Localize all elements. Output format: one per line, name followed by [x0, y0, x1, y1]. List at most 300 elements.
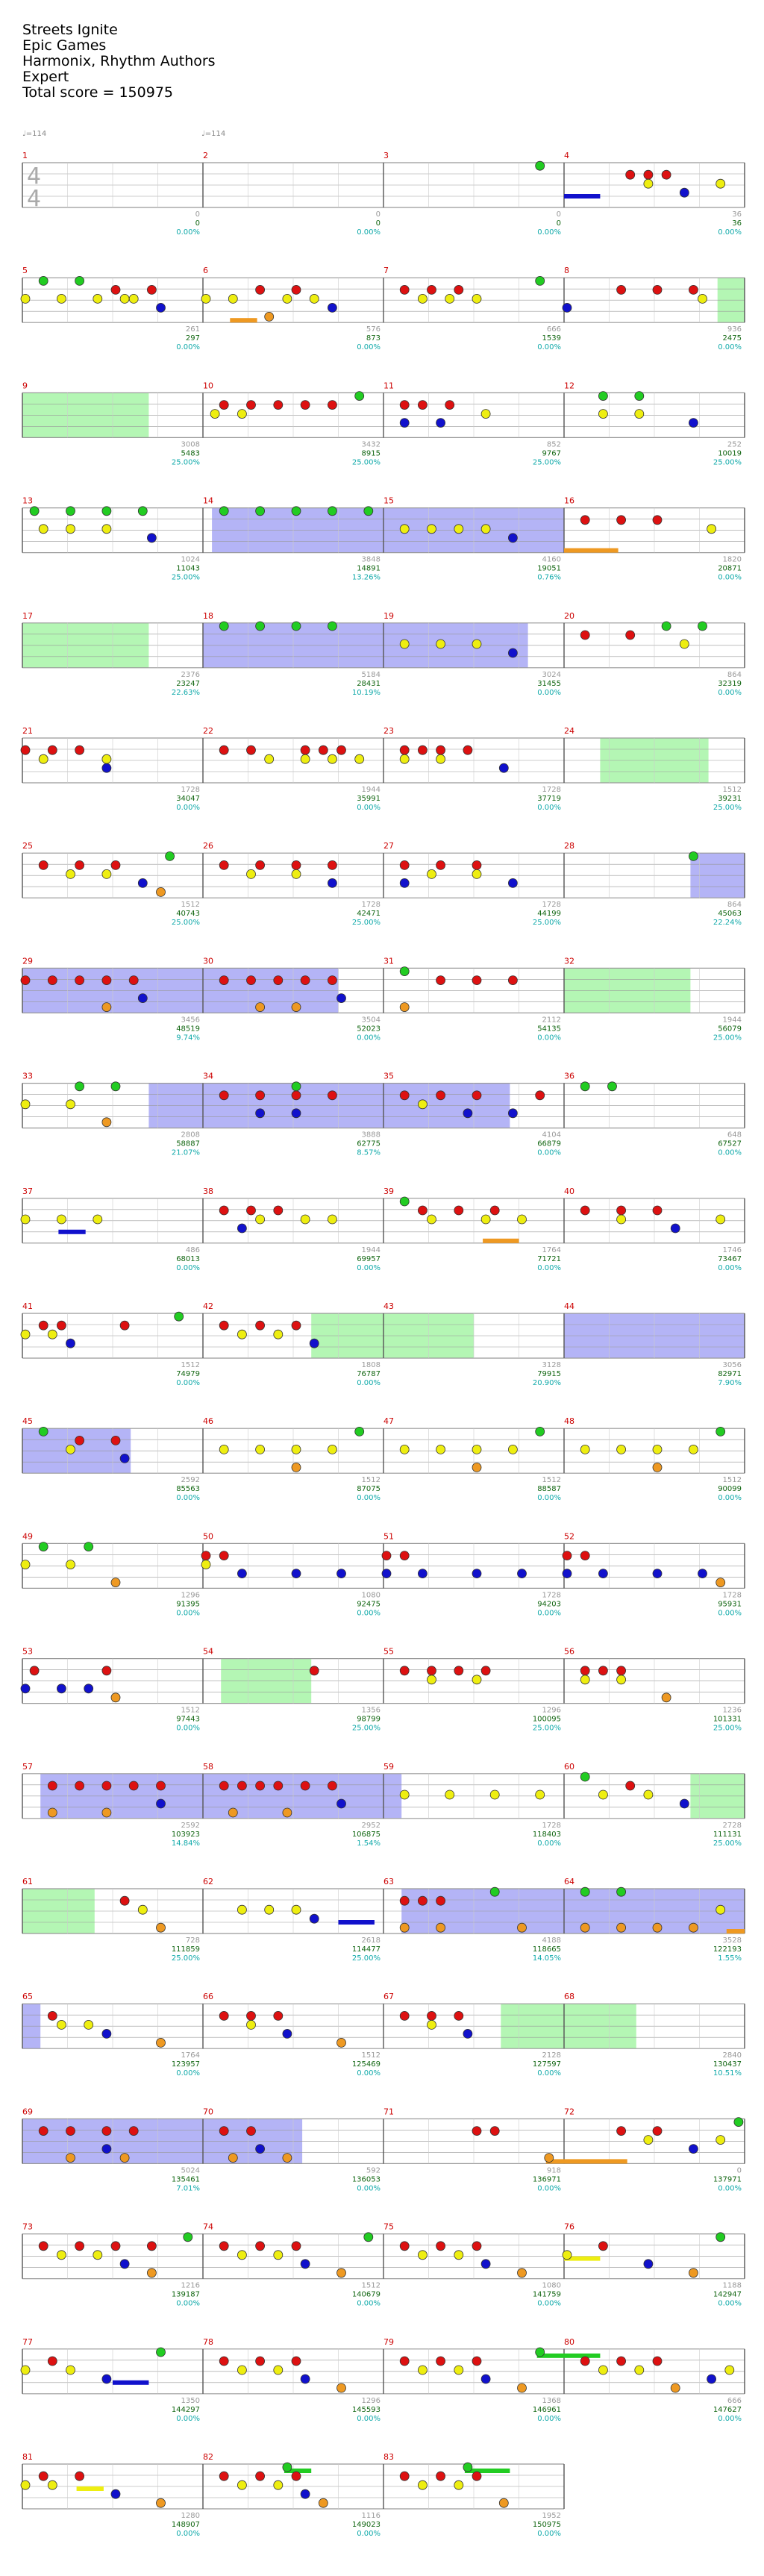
- sustain-blue: [58, 1230, 85, 1234]
- note-yellow: [102, 525, 111, 534]
- note-red: [436, 745, 445, 754]
- note-blue: [707, 2375, 716, 2383]
- sustain-blue: [564, 194, 600, 198]
- note-green: [166, 851, 175, 860]
- note-orange: [157, 2498, 166, 2507]
- measure-sp-percent: 0.00%: [718, 2184, 742, 2193]
- measure-number: 74: [203, 2222, 213, 2232]
- measure-base-score: 1080: [361, 1591, 381, 1600]
- note-yellow: [274, 1330, 283, 1339]
- measure-base-score: 2840: [722, 2051, 742, 2060]
- measure-cumulative-score: 39231: [718, 795, 742, 803]
- note-red: [319, 745, 328, 754]
- measure-number: 50: [203, 1531, 213, 1542]
- note-green: [580, 1887, 589, 1896]
- note-blue: [283, 2029, 292, 2038]
- measure-number: 21: [22, 726, 33, 736]
- measure-base-score: 1216: [181, 2281, 200, 2290]
- note-red: [626, 631, 635, 640]
- note-green: [400, 967, 409, 976]
- measure-base-score: 2376: [181, 670, 200, 679]
- note-red: [292, 2357, 301, 2366]
- note-green: [355, 392, 364, 401]
- note-red: [481, 1666, 490, 1675]
- measure-cumulative-score: 36: [732, 219, 742, 228]
- note-orange: [499, 2498, 508, 2507]
- note-red: [653, 285, 662, 294]
- note-blue: [310, 1914, 319, 1923]
- measure-sp-percent: 0.00%: [718, 1148, 742, 1157]
- note-red: [400, 1091, 409, 1100]
- measure-base-score: 0: [375, 210, 381, 219]
- note-blue: [680, 1799, 689, 1808]
- note-yellow: [454, 525, 463, 534]
- note-red: [400, 285, 409, 294]
- note-orange: [662, 1693, 671, 1702]
- measure-base-score: 2618: [361, 1936, 381, 1945]
- measure-cumulative-score: 42471: [357, 910, 381, 919]
- measure-base-score: 36: [732, 210, 742, 219]
- note-yellow: [400, 754, 409, 763]
- note-blue: [472, 1569, 481, 1578]
- note-red: [445, 401, 454, 410]
- note-red: [617, 1206, 626, 1215]
- note-yellow: [418, 2480, 427, 2489]
- measure-number: 44: [564, 1301, 574, 1311]
- note-yellow: [210, 410, 219, 419]
- measure-number: 73: [22, 2222, 33, 2232]
- note-orange: [102, 1808, 111, 1817]
- measure-cumulative-score: 142947: [713, 2290, 742, 2299]
- measure-number: 22: [203, 726, 213, 736]
- measure-sp-percent: 0.00%: [537, 2414, 561, 2423]
- note-blue: [21, 1684, 30, 1693]
- measure-number: 75: [383, 2222, 394, 2232]
- note-red: [472, 976, 481, 985]
- note-red: [292, 860, 301, 869]
- measure-cumulative-score: 127597: [532, 2060, 561, 2069]
- measure-cumulative-score: 32319: [718, 679, 742, 688]
- note-red: [400, 401, 409, 410]
- note-red: [247, 976, 256, 985]
- note-green: [102, 507, 111, 516]
- measure-number: 58: [203, 1761, 213, 1772]
- note-green: [716, 1427, 725, 1436]
- note-red: [39, 2242, 48, 2251]
- note-yellow: [265, 1905, 274, 1914]
- sustain-orange: [727, 1929, 745, 1933]
- measure-sp-percent: 25.00%: [713, 804, 742, 812]
- measure-number: 51: [383, 1531, 394, 1542]
- note-orange: [147, 2269, 156, 2278]
- measure-sp-percent: 25.00%: [351, 919, 381, 928]
- note-yellow: [84, 2020, 93, 2029]
- note-yellow: [472, 294, 481, 303]
- note-yellow: [247, 2020, 256, 2029]
- note-blue: [337, 1569, 346, 1578]
- note-blue: [463, 2029, 472, 2038]
- note-blue: [301, 2260, 310, 2269]
- measure-sp-percent: 7.90%: [718, 1379, 742, 1387]
- note-red: [111, 1436, 120, 1445]
- note-yellow: [716, 1215, 725, 1224]
- note-yellow: [21, 2480, 30, 2489]
- note-yellow: [256, 1445, 265, 1454]
- note-yellow: [66, 869, 75, 878]
- song-artist: Epic Games: [22, 37, 107, 54]
- note-blue: [111, 2489, 120, 2498]
- note-red: [274, 976, 283, 985]
- note-red: [301, 401, 310, 410]
- note-blue: [436, 419, 445, 428]
- note-green: [608, 1082, 617, 1091]
- measure-sp-percent: 0.00%: [357, 343, 381, 352]
- measure-sp-percent: 1.55%: [718, 1954, 742, 1963]
- note-red: [598, 2242, 607, 2251]
- note-yellow: [66, 1445, 75, 1454]
- note-orange: [157, 2038, 166, 2047]
- measure-sp-percent: 0.00%: [537, 343, 561, 352]
- note-orange: [337, 2383, 346, 2392]
- measure-cumulative-score: 101331: [713, 1715, 742, 1724]
- measure-number: 34: [203, 1071, 213, 1081]
- note-red: [21, 745, 30, 754]
- note-yellow: [256, 1215, 265, 1224]
- note-red: [472, 2242, 481, 2251]
- measure-number: 61: [22, 1877, 33, 1886]
- measure-number: 83: [383, 2452, 394, 2462]
- note-orange: [66, 2154, 75, 2163]
- note-red: [66, 2127, 75, 2136]
- note-red: [129, 1781, 138, 1790]
- measure-cumulative-score: 11043: [176, 564, 200, 573]
- note-red: [120, 1896, 129, 1905]
- song-title: Streets Ignite: [22, 22, 118, 38]
- note-blue: [518, 1569, 527, 1578]
- note-orange: [689, 2269, 698, 2278]
- note-yellow: [445, 1790, 454, 1799]
- note-yellow: [725, 2366, 734, 2375]
- measure-base-score: 1296: [542, 1706, 561, 1715]
- measure-sp-percent: 1.54%: [357, 1839, 381, 1848]
- note-red: [454, 285, 463, 294]
- measure-sp-percent: 0.00%: [176, 228, 200, 237]
- note-red: [256, 1781, 265, 1790]
- measure-cumulative-score: 118665: [532, 1945, 561, 1954]
- measure-cumulative-score: 76787: [357, 1370, 381, 1378]
- note-yellow: [644, 179, 653, 188]
- note-yellow: [536, 1790, 545, 1799]
- measure-number: 18: [203, 610, 213, 621]
- measure-base-score: 486: [185, 1245, 200, 1254]
- measure-cumulative-score: 139187: [171, 2290, 200, 2299]
- note-red: [472, 860, 481, 869]
- note-red: [292, 2472, 301, 2480]
- note-red: [256, 285, 265, 294]
- note-blue: [400, 419, 409, 428]
- measure-cumulative-score: 97443: [176, 1715, 200, 1724]
- measure-sp-percent: 25.00%: [171, 458, 200, 467]
- note-yellow: [698, 294, 707, 303]
- note-red: [219, 2472, 228, 2480]
- note-yellow: [57, 1215, 66, 1224]
- note-orange: [283, 2154, 292, 2163]
- sustain-orange: [483, 1239, 519, 1243]
- note-green: [536, 1427, 545, 1436]
- measure-number: 81: [22, 2452, 33, 2462]
- note-red: [418, 1206, 427, 1215]
- note-red: [400, 860, 409, 869]
- note-orange: [48, 1808, 57, 1817]
- measure-sp-percent: 0.00%: [176, 2414, 200, 2423]
- note-green: [580, 1082, 589, 1091]
- measure-cumulative-score: 69957: [357, 1254, 381, 1263]
- note-yellow: [635, 2366, 644, 2375]
- note-orange: [228, 1808, 237, 1817]
- sustain-blue: [113, 2380, 148, 2385]
- measure-base-score: 3024: [542, 670, 561, 679]
- measure-cumulative-score: 62775: [357, 1139, 381, 1148]
- note-yellow: [436, 1445, 445, 1454]
- note-orange: [689, 1923, 698, 1932]
- note-green: [662, 622, 671, 631]
- note-red: [653, 2357, 662, 2366]
- note-yellow: [129, 294, 138, 303]
- note-red: [57, 1321, 66, 1330]
- note-yellow: [617, 1215, 626, 1224]
- note-yellow: [445, 294, 454, 303]
- measure-number: 65: [22, 1992, 33, 2002]
- measure-base-score: 3888: [361, 1131, 381, 1139]
- note-red: [580, 1666, 589, 1675]
- measure-sp-percent: 0.00%: [176, 1609, 200, 1618]
- measure-cumulative-score: 98799: [357, 1715, 381, 1724]
- measure-base-score: 936: [727, 325, 742, 334]
- measure-number: 47: [383, 1416, 394, 1427]
- note-green: [536, 2348, 545, 2357]
- note-red: [102, 1666, 111, 1675]
- note-yellow: [716, 179, 725, 188]
- time-signature-numerator: 4: [27, 163, 42, 190]
- note-yellow: [201, 294, 210, 303]
- measure-base-score: 1728: [542, 1821, 561, 1830]
- note-blue: [292, 1109, 301, 1118]
- measure-number: 31: [383, 956, 394, 966]
- note-yellow: [428, 869, 436, 878]
- note-blue: [102, 2029, 111, 2038]
- note-yellow: [716, 2136, 725, 2145]
- measure-base-score: 1746: [722, 1245, 742, 1254]
- measure-number: 79: [383, 2336, 394, 2347]
- measure-base-score: 1728: [542, 786, 561, 794]
- note-blue: [499, 763, 508, 772]
- note-red: [310, 1666, 319, 1675]
- measure-cumulative-score: 87075: [357, 1485, 381, 1494]
- measure-sp-percent: 0.00%: [176, 804, 200, 812]
- measure-number: 78: [203, 2336, 213, 2347]
- note-yellow: [93, 1215, 102, 1224]
- measure-number: 15: [383, 495, 394, 506]
- note-red: [48, 2357, 57, 2366]
- note-red: [436, 976, 445, 985]
- note-red: [580, 2357, 589, 2366]
- note-red: [219, 2242, 228, 2251]
- note-red: [536, 1091, 545, 1100]
- measure-number: 9: [22, 381, 28, 391]
- measure-number: 68: [564, 1992, 574, 2002]
- note-blue: [138, 994, 147, 1003]
- measure-base-score: 1236: [722, 1706, 742, 1715]
- note-red: [454, 1666, 463, 1675]
- note-red: [617, 285, 626, 294]
- measure-number: 67: [383, 1992, 394, 2002]
- note-red: [201, 1551, 210, 1560]
- measure-base-score: 728: [185, 1936, 200, 1945]
- note-green: [175, 1312, 184, 1321]
- note-red: [75, 1436, 84, 1445]
- note-orange: [157, 1923, 166, 1932]
- note-yellow: [472, 640, 481, 648]
- measure-sp-percent: 0.00%: [718, 1609, 742, 1618]
- measure-base-score: 5184: [361, 670, 381, 679]
- note-yellow: [39, 525, 48, 534]
- note-red: [292, 2242, 301, 2251]
- note-red: [39, 860, 48, 869]
- note-red: [617, 1666, 626, 1675]
- note-red: [436, 1896, 445, 1905]
- tempo-marker: ♩=114: [22, 130, 47, 138]
- measure-cumulative-score: 79915: [537, 1370, 561, 1378]
- measure-sp-percent: 0.00%: [176, 1263, 200, 1272]
- measure-cumulative-score: 111131: [713, 1830, 742, 1839]
- measure-base-score: 1024: [181, 555, 200, 564]
- note-yellow: [644, 2136, 653, 2145]
- measure-base-score: 1944: [361, 1245, 381, 1254]
- measure-base-score: 3848: [361, 555, 381, 564]
- note-yellow: [436, 754, 445, 763]
- note-red: [111, 2242, 120, 2251]
- measure-sp-percent: 0.00%: [357, 804, 381, 812]
- note-red: [328, 976, 336, 985]
- note-yellow: [635, 410, 644, 419]
- note-red: [292, 285, 301, 294]
- note-yellow: [48, 1330, 57, 1339]
- note-red: [454, 2011, 463, 2020]
- note-red: [436, 2472, 445, 2480]
- note-yellow: [644, 1790, 653, 1799]
- measure-base-score: 1512: [361, 2281, 381, 2290]
- measure-cumulative-score: 5483: [181, 449, 200, 458]
- total-score: Total score = 150975: [22, 84, 173, 101]
- note-red: [157, 1781, 166, 1790]
- note-red: [219, 1206, 228, 1215]
- note-green: [536, 161, 545, 170]
- measure-sp-percent: 21.07%: [171, 1148, 200, 1157]
- measure-sp-percent: 25.00%: [171, 919, 200, 928]
- measure-cumulative-score: 85563: [176, 1485, 200, 1494]
- note-red: [120, 1321, 129, 1330]
- measure-cumulative-score: 34047: [176, 795, 200, 803]
- note-green: [283, 2463, 292, 2472]
- measure-cumulative-score: 0: [375, 219, 381, 228]
- note-blue: [680, 188, 689, 197]
- measure-base-score: 666: [546, 325, 561, 334]
- measure-cumulative-score: 0: [195, 219, 200, 228]
- note-blue: [463, 1109, 472, 1118]
- measure-number: 76: [564, 2222, 574, 2232]
- note-red: [328, 1091, 336, 1100]
- note-yellow: [274, 2251, 283, 2260]
- note-yellow: [328, 754, 336, 763]
- note-green: [138, 507, 147, 516]
- measure-sp-percent: 25.00%: [532, 919, 561, 928]
- note-red: [147, 285, 156, 294]
- note-yellow: [310, 294, 319, 303]
- measure-base-score: 3432: [361, 440, 381, 449]
- measure-sp-percent: 0.00%: [718, 2299, 742, 2308]
- note-orange: [102, 1003, 111, 1012]
- note-orange: [472, 1463, 481, 1472]
- note-blue: [328, 878, 336, 887]
- note-green: [256, 622, 265, 631]
- note-yellow: [400, 1445, 409, 1454]
- tempo-marker: ♩=114: [201, 130, 226, 138]
- measure-sp-percent: 0.00%: [357, 1263, 381, 1272]
- note-red: [256, 1091, 265, 1100]
- note-red: [129, 976, 138, 985]
- note-yellow: [400, 1790, 409, 1799]
- measure-base-score: 648: [727, 1131, 742, 1139]
- note-red: [48, 1781, 57, 1790]
- note-orange: [337, 2038, 346, 2047]
- measure-number: 2: [203, 151, 208, 160]
- measure-number: 8: [564, 266, 569, 276]
- note-blue: [237, 1224, 246, 1233]
- measure-cumulative-score: 144297: [171, 2405, 200, 2414]
- measure-number: 71: [383, 2107, 394, 2117]
- note-green: [689, 851, 698, 860]
- measure-number: 36: [564, 1071, 574, 1081]
- sustain-blue: [339, 1920, 375, 1925]
- note-red: [75, 860, 84, 869]
- note-red: [219, 1781, 228, 1790]
- note-red: [400, 2011, 409, 2020]
- measure-base-score: 1944: [722, 1016, 742, 1025]
- note-blue: [563, 303, 572, 312]
- measure-base-score: 1512: [181, 901, 200, 910]
- measure-base-score: 0: [736, 2166, 742, 2175]
- measure-base-score: 261: [185, 325, 200, 334]
- note-red: [328, 401, 336, 410]
- measure-cumulative-score: 66879: [537, 1139, 561, 1148]
- note-yellow: [237, 1330, 246, 1339]
- measure-cumulative-score: 40743: [176, 910, 200, 919]
- measure-base-score: 1764: [181, 2051, 200, 2060]
- note-red: [400, 2357, 409, 2366]
- measure-cumulative-score: 71721: [537, 1254, 561, 1263]
- note-orange: [292, 1003, 301, 1012]
- measure-sp-percent: 0.00%: [718, 688, 742, 697]
- measure-cumulative-score: 8915: [361, 449, 381, 458]
- measure-base-score: 1296: [181, 1591, 200, 1600]
- measure-cumulative-score: 54135: [537, 1025, 561, 1034]
- measure-base-score: 1728: [361, 901, 381, 910]
- measure-base-score: 1820: [722, 555, 742, 564]
- measure-number: 24: [564, 726, 574, 736]
- measure-sp-percent: 0.00%: [718, 343, 742, 352]
- note-orange: [265, 312, 274, 321]
- measure-cumulative-score: 23247: [176, 679, 200, 688]
